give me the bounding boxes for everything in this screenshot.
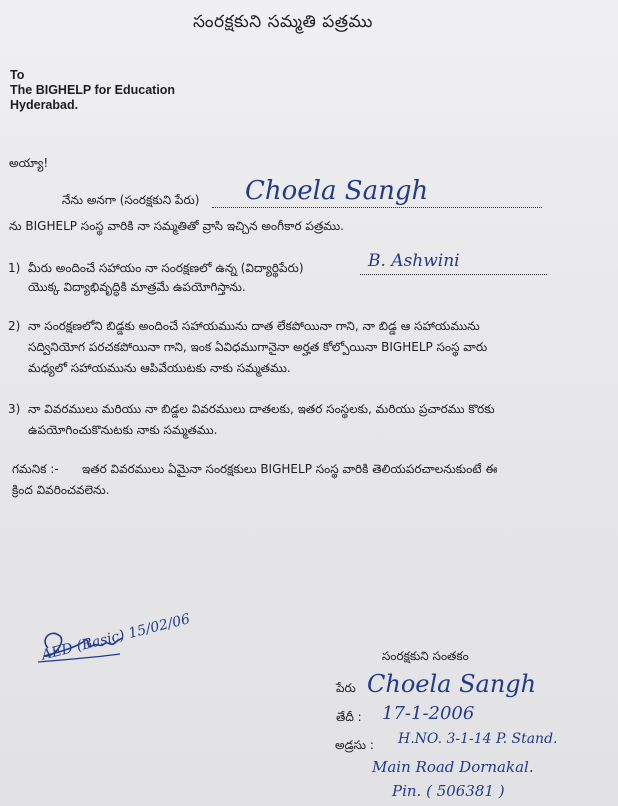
address-handwritten-line3: Pin. ( 506381 ): [392, 782, 505, 800]
clause-3-line2: ఉపయోగించుకొనుటకు నాకు సమ్మతము.: [28, 423, 218, 437]
intro-line1-label: నేను అనగా (సంరక్షకుని పేరు): [62, 193, 200, 207]
address-city: Hyderabad.: [10, 98, 79, 112]
address-to: To: [10, 68, 25, 82]
note-line2: క్రింద వివరించవలెను.: [12, 483, 110, 497]
guardian-name-handwritten: Choela Sangh: [245, 176, 429, 206]
name-label: పేరు: [336, 681, 356, 695]
address-handwritten-line1: H.NO. 3-1-14 P. Stand.: [398, 731, 558, 747]
official-designation-date: AED (Basic) 15/02/06: [40, 611, 192, 664]
clause-1-number: 1): [8, 261, 21, 275]
student-name-dotted-line: [360, 274, 547, 275]
clause-3-line1: నా వివరములు మరియు నా బిడ్డల వివరములు దాతలకు, ఇతర సంస్థలకు, మరియు ప్రచారము కొరకు: [28, 402, 495, 416]
form-title: సంరక్షకుని సమ్మతి పత్రము: [193, 12, 373, 32]
student-name-handwritten: B. Ashwini: [368, 251, 460, 271]
address-label: అడ్రసు :: [335, 738, 374, 752]
clause-1-line1: మీరు అందించే సహాయం నా సంరక్షణలో ఉన్న (విద్యార్థిపేరు): [28, 261, 304, 275]
note-line1: ఇతర వివరములు ఏమైనా సంరక్షకులు BIGHELP సంస్థ వారికి తెలియపరచాలనుకుంటే ఈ: [82, 462, 498, 476]
clause-2-line2: సద్వినియోగ పరచకపోయినా గాని, ఇంక ఏవిధముగానైనా అర్హత కోల్పోయినా BIGHELP సంస్థ వారు: [28, 340, 488, 354]
clause-2-line3: మధ్యలో సహాయమును ఆపివేయుటకు నాకు సమ్మతము.: [28, 361, 291, 375]
address-org: The BIGHELP for Education: [10, 83, 176, 97]
clause-2-number: 2): [8, 319, 21, 333]
clause-1-line2: యొక్క విద్యాభివృద్ధికి మాత్రమే ఉపయోగిస్తాను.: [28, 280, 246, 294]
salutation: అయ్యా!: [9, 156, 49, 170]
date-handwritten: 17-1-2006: [382, 703, 475, 724]
clause-2-line1: నా సంరక్షణలోని బిడ్డకు అందించే సహాయమును దాత లేకపోయినా గాని, నా బిడ్డ ఆ సహాయమును: [28, 319, 480, 333]
signature-heading: సంరక్షకుని సంతకం: [382, 649, 469, 663]
note-label: గమనిక :-: [12, 462, 59, 476]
clause-3-number: 3): [8, 402, 21, 416]
intro-line2: ను BIGHELP సంస్థ వారికి నా సమ్మతితో వ్రాసి ఇచ్చిన అంగీకార పత్రము.: [9, 219, 344, 233]
date-label: తేదీ :: [336, 710, 362, 724]
recipient-address: [10, 68, 175, 113]
name-handwritten: Choela Sangh: [367, 670, 537, 698]
guardian-name-dotted-line: [212, 207, 542, 208]
address-handwritten-line2: Main Road Dornakal.: [372, 758, 534, 776]
